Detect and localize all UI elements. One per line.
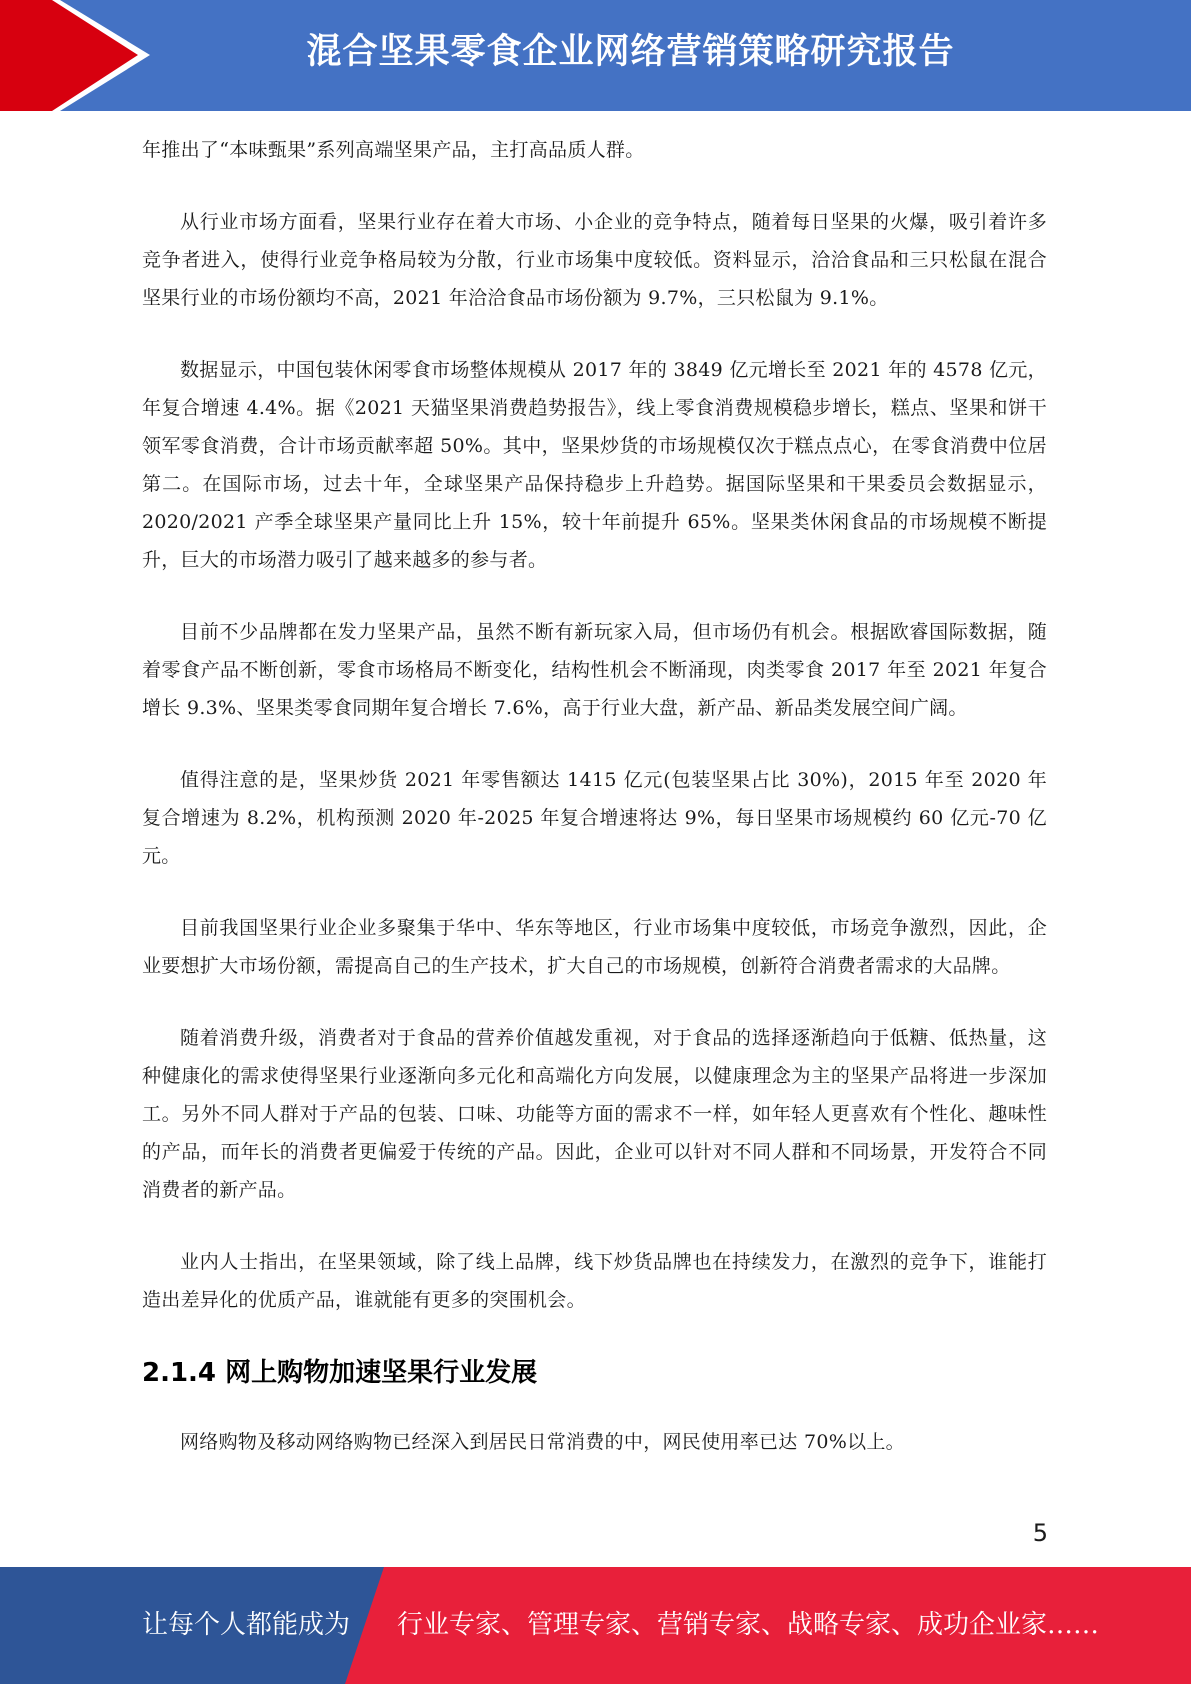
paragraph: 目前不少品牌都在发力坚果产品，虽然不断有新玩家入局，但市场仍有机会。根据欧睿国际数据，随着零食产品不断创新，零食市场格局不断变化，结构性机会不断涌现，肉类零食 2017 年至 2021 年复合增长 9.3%、坚果类零食同期年复合增长 7.6%，高于行业大盘，新产品、新品类发展空间广阔。 xyxy=(142,621,1047,719)
paragraph: 年推出了“本味甄果”系列高端坚果产品，主打高品质人群。 xyxy=(142,139,645,161)
paragraph: 业内人士指出，在坚果领域，除了线上品牌，线下炒货品牌也在持续发力，在激烈的竞争下，谁能打造出差异化的优质产品，谁就能有更多的突围机会。 xyxy=(142,1251,1047,1311)
paragraph: 随着消费升级，消费者对于食品的营养价值越发重视，对于食品的选择逐渐趋向于低糖、低热量，这种健康化的需求使得坚果行业逐渐向多元化和高端化方向发展，以健康理念为主的坚果产品将进一步深加工。另外不同人群对于产品的包装、口味、功能等方面的需求不一样，如年轻人更喜欢有个性化、趣味性的产品，而年长的消费者更偏爱于传统的产品。因此，企业可以针对不同人群和不同场景，开发符合不同消费者的新产品。 xyxy=(142,1027,1047,1201)
paragraph: 数据显示，中国包装休闲零食市场整体规模从 2017 年的 3849 亿元增长至 2021 年的 4578 亿元，年复合增速 4.4%。据《2021 天猫坚果消费趋势报告》，线上零食消费规模稳步增长，糕点、坚果和饼干领军零食消费，合计市场贡献率超 50%。其中，坚果炒货的市场规模仅次于糕点点心，在零食消费中位居第二。在国际市场，过去十年，全球坚果产品保持稳步上升趋势。据国际坚果和干果委员会数据显示，2020/2021 产季全球坚果产量同比上升 15%，较十年前提升 65%。坚果类休闲食品的市场规模不断提升，巨大的市场潜力吸引了越来越多的参与者。 xyxy=(142,359,1047,571)
page-header xyxy=(0,0,1191,111)
section-heading: 2.1.4 网上购物加速坚果行业发展 xyxy=(142,1358,538,1388)
paragraph: 值得注意的是，坚果炒货 2021 年零售额达 1415 亿元(包装坚果占比 30%)，2015 年至 2020 年复合增速为 8.2%，机构预测 2020 年-2025 年复合增速将达 9%，每日坚果市场规模约 60 亿元-70 亿元。 xyxy=(142,769,1047,867)
page-footer xyxy=(0,1567,1191,1684)
red-arrow-ribbon xyxy=(0,0,150,111)
page-number: 5 xyxy=(1032,1519,1048,1547)
paragraph: 从行业市场方面看，坚果行业存在着大市场、小企业的竞争特点，随着每日坚果的火爆，吸引着许多竞争者进入，使得行业竞争格局较为分散，行业市场集中度较低。资料显示，洽洽食品和三只松鼠在混合坚果行业的市场份额均不高，2021 年洽洽食品市场份额为 9.7%，三只松鼠为 9.1%。 xyxy=(142,211,1047,309)
document-body xyxy=(142,131,1047,1495)
footer-slogan-right: 行业专家、管理专家、营销专家、战略专家、成功企业家…… xyxy=(397,1610,1100,1640)
paragraph: 目前我国坚果行业企业多聚集于华中、华东等地区，行业市场集中度较低，市场竞争激烈，因此，企业要想扩大市场份额，需提高自己的生产技术，扩大自己的市场规模，创新符合消费者需求的大品牌。 xyxy=(142,917,1047,977)
paragraph: 网络购物及移动网络购物已经深入到居民日常消费的中，网民使用率已达 70%以上。 xyxy=(180,1431,905,1453)
footer-slogan-left: 让每个人都能成为 xyxy=(142,1610,351,1640)
report-title: 混合坚果零食企业网络营销策略研究报告 xyxy=(306,32,955,72)
